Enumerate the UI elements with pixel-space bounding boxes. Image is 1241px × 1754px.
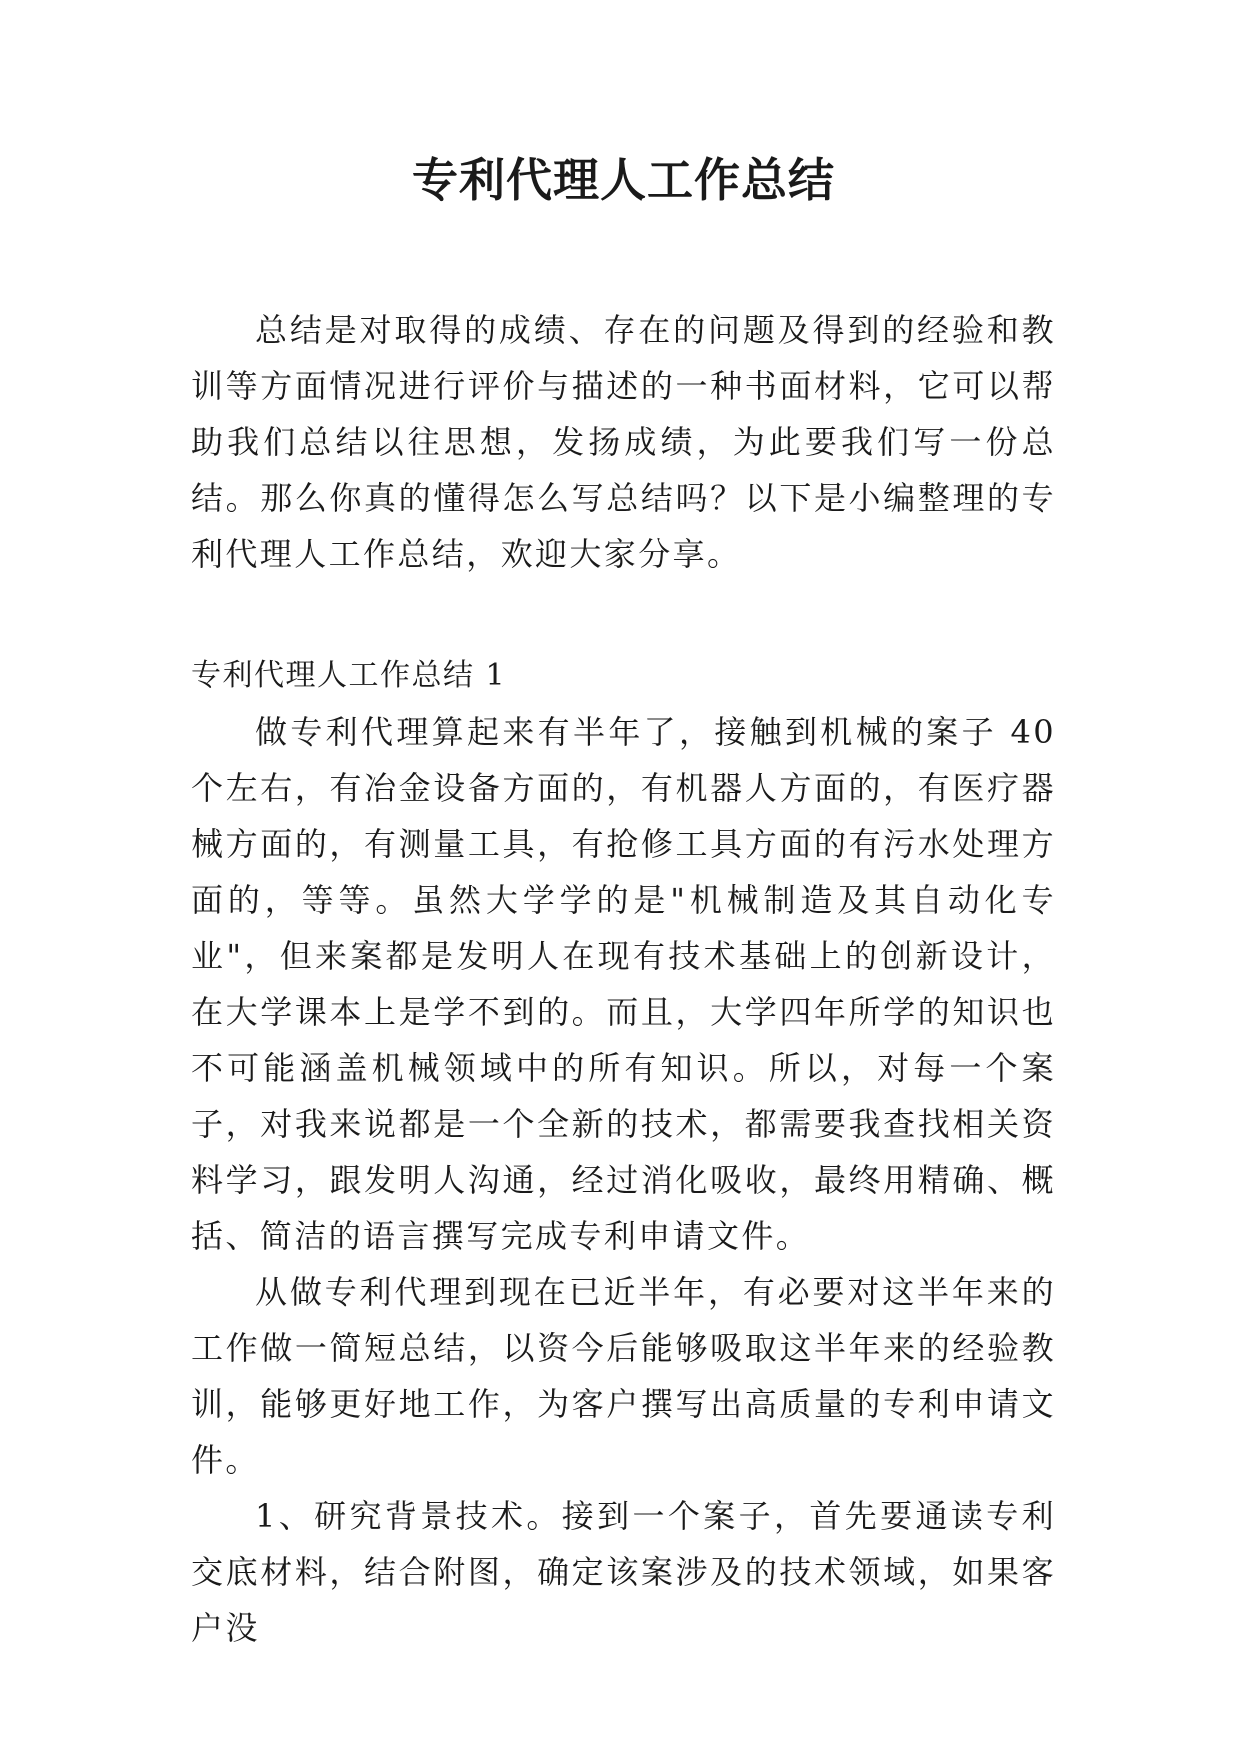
body-paragraph: 1、研究背景技术。接到一个案子，首先要通读专利交底材料，结合附图，确定该案涉及的技术领域，如果客户没 (191, 1497, 1056, 1647)
body-paragraph: 做专利代理算起来有半年了，接触到机械的案子 40 个左右，有冶金设备方面的，有机器人方面的，有医疗器械方面的，有测量工具，有抢修工具方面的有污水处理方面的，等等。虽然大学学的是"机械制造及其自动化专业"，但来案都是发明人在现有技术基础上的创新设计，在大学课本上是学不到的。而且，大学四年所学的知识也不可能涵盖机械领域中的所有知识。所以，对每一个案子，对我来说都是一个全新的技术，都需要我查找相关资料学习，跟发明人沟通，经过消化吸收，最终用精确、概括、简洁的语言撰写完成专利申请文件。 (191, 713, 1056, 1255)
section-heading: 专利代理人工作总结 1 (191, 658, 507, 693)
intro-paragraph: 总结是对取得的成绩、存在的问题及得到的经验和教训等方面情况进行评价与描述的一种书面材料，它可以帮助我们总结以往思想，发扬成绩，为此要我们写一份总结。那么你真的懂得怎么写总结吗？以下是小编整理的专利代理人工作总结，欢迎大家分享。 (191, 311, 1056, 573)
document-body (191, 150, 1056, 1656)
body-paragraph: 从做专利代理到现在已近半年，有必要对这半年来的工作做一简短总结，以资今后能够吸取这半年来的经验教训，能够更好地工作，为客户撰写出高质量的专利申请文件。 (191, 1273, 1056, 1479)
page-title: 专利代理人工作总结 (412, 153, 835, 207)
